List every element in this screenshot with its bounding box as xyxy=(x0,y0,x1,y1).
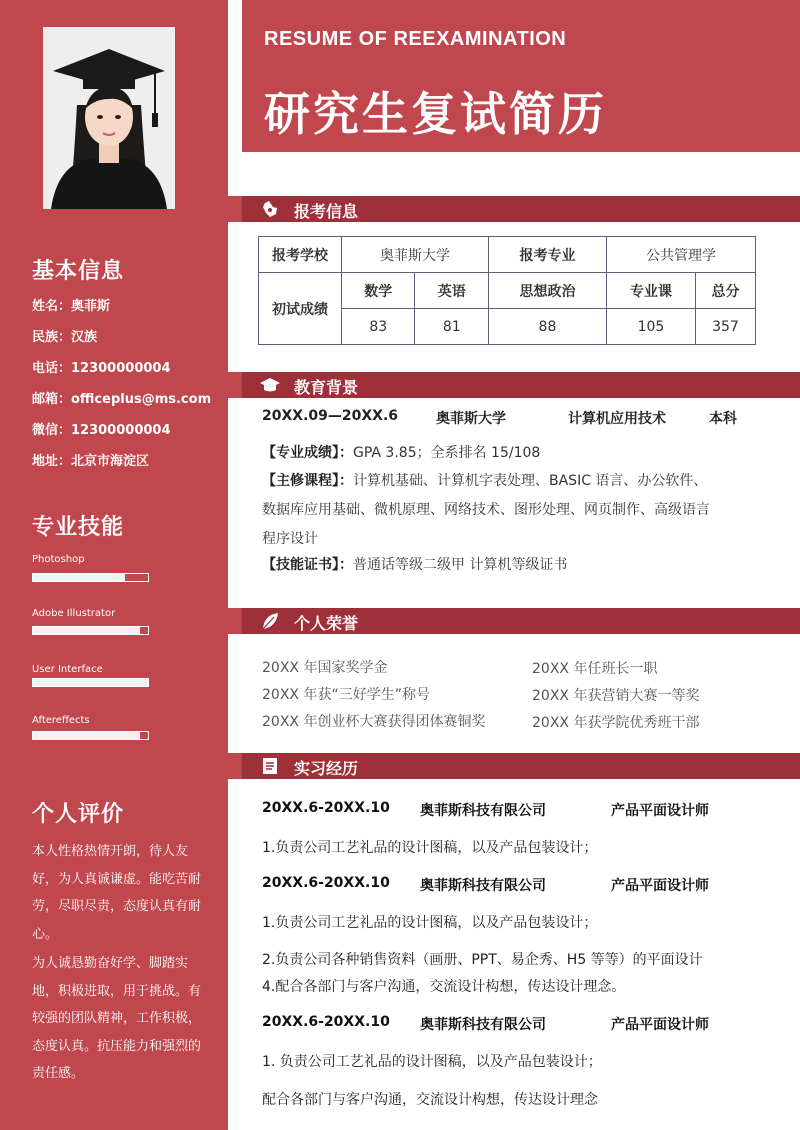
skill-label: Adobe Illustrator xyxy=(32,608,116,619)
intern-company: 奥菲斯科技有限公司 xyxy=(420,803,546,819)
exam-info-table xyxy=(258,236,756,345)
edu-certs xyxy=(262,551,752,580)
score-politics: 88 xyxy=(488,309,606,345)
skill-label: Photoshop xyxy=(32,554,85,565)
skill-bar-fill xyxy=(33,679,148,686)
edu-school: 奥菲斯大学 xyxy=(436,411,506,427)
info-phone: 电话：12300000004 xyxy=(32,361,171,376)
intern-company: 奥菲斯科技有限公司 xyxy=(420,1017,546,1033)
course-line-1: 计算机基础、计算机字表处理、BASIC 语言、办公软件、 xyxy=(353,473,708,489)
intern-duty: 配合各部门与客户沟通，交流设计构想，传达设计理念 xyxy=(262,1092,598,1108)
section-bar-education xyxy=(228,372,800,398)
course-line-2: 数据库应用基础、微机原理、网络技术、图形处理、网页制作、高级语言 xyxy=(262,502,710,518)
cert-label: 【技能证书】： xyxy=(262,557,353,573)
score-math: 83 xyxy=(342,309,415,345)
edu-degree: 本科 xyxy=(709,411,737,427)
intern-period: 20XX.6-20XX.10 xyxy=(262,1014,390,1030)
honor-item: 20XX 年获“三好学生”称号 xyxy=(262,687,430,703)
major-label: 报考专业 xyxy=(488,237,606,273)
skill-label: Aftereffects xyxy=(32,715,90,726)
skill-label: User Interface xyxy=(32,664,103,675)
skill-bar xyxy=(32,678,149,687)
honor-item: 20XX 年获营销大赛一等奖 xyxy=(532,688,700,704)
grade-label: 【专业成绩】： xyxy=(262,445,353,461)
skill-bar-fill xyxy=(33,574,125,581)
skills-heading: 专业技能 xyxy=(32,515,125,540)
intern-duty: 1. 负责公司工艺礼品的设计图稿，以及产品包装设计； xyxy=(262,1054,602,1070)
intern-role: 产品平面设计师 xyxy=(611,878,709,894)
info-name: 姓名：奥菲斯 xyxy=(32,299,111,314)
section-title-internship: 实习经历 xyxy=(294,759,359,778)
intern-role: 产品平面设计师 xyxy=(611,803,709,819)
subject-math: 数学 xyxy=(342,273,415,309)
score-label: 初试成绩 xyxy=(259,273,342,345)
skill-bar xyxy=(32,731,149,740)
score-total: 357 xyxy=(695,309,755,345)
subject-major: 专业课 xyxy=(606,273,695,309)
intern-duty: 2.负责公司各种销售资料（画册、PPT、易企秀、H5 等等）的平面设计 xyxy=(262,952,703,968)
intern-company: 奥菲斯科技有限公司 xyxy=(420,878,546,894)
document-icon xyxy=(260,756,280,776)
skill-bar xyxy=(32,573,149,582)
info-ethnicity: 民族：汉族 xyxy=(32,330,98,345)
skill-bar-fill xyxy=(33,627,140,634)
section-title-apply: 报考信息 xyxy=(294,202,359,221)
self-eval-text-1: 本人性格热情开朗，待人友好，为人真诚谦虚。能吃苦耐劳，尽职尽责，态度认真有耐心。 xyxy=(32,844,202,942)
info-address: 地址：北京市海淀区 xyxy=(32,454,150,469)
edu-major: 计算机应用技术 xyxy=(568,411,666,427)
profile-photo xyxy=(43,27,175,209)
edu-grade xyxy=(262,439,752,468)
skill-bar-fill xyxy=(33,732,140,739)
info-wechat: 微信：12300000004 xyxy=(32,423,171,438)
subject-english: 英语 xyxy=(415,273,488,309)
course-line-3: 程序设计 xyxy=(262,531,318,547)
subject-politics: 思想政治 xyxy=(488,273,606,309)
intern-duty: 4.配合各部门与客户沟通，交流设计构想，传达设计理念。 xyxy=(262,979,626,995)
edu-courses xyxy=(262,467,752,554)
intern-role: 产品平面设计师 xyxy=(611,1017,709,1033)
honor-item: 20XX 年任班长一职 xyxy=(532,661,658,677)
intern-duty: 1.负责公司工艺礼品的设计图稿，以及产品包装设计； xyxy=(262,915,598,931)
graduation-cap-icon xyxy=(260,375,280,395)
cert-value: 普通话等级二级甲 计算机等级证书 xyxy=(353,557,568,573)
self-eval-text-2: 为人诚恳勤奋好学、脚踏实地，积极进取，用于挑战。有较强的团队精神，工作积极，态度认真。抗压能力和强烈的责任感。 xyxy=(32,956,202,1081)
basic-info-heading: 基本信息 xyxy=(32,259,125,284)
intern-duty: 1.负责公司工艺礼品的设计图稿，以及产品包装设计； xyxy=(262,840,598,856)
grade-value: GPA 3.85；全系排名 15/108 xyxy=(353,445,541,461)
hand-icon xyxy=(260,199,280,219)
section-title-education: 教育背景 xyxy=(294,378,359,397)
honor-item: 20XX 年创业杯大赛获得团体赛铜奖 xyxy=(262,714,486,730)
school-label: 报考学校 xyxy=(259,237,342,273)
score-major: 105 xyxy=(606,309,695,345)
subject-total: 总分 xyxy=(695,273,755,309)
leaf-icon xyxy=(260,611,280,631)
section-title-honors: 个人荣誉 xyxy=(294,614,359,633)
score-english: 81 xyxy=(415,309,488,345)
edu-period: 20XX.09—20XX.6 xyxy=(262,408,399,424)
section-bar-honors xyxy=(228,608,800,634)
major-value: 公共管理学 xyxy=(606,237,755,273)
resume-title: 研究生复试简历 xyxy=(264,87,607,141)
info-email: 邮箱：officeplus@ms.com xyxy=(32,392,212,407)
section-bar-internship xyxy=(228,753,800,779)
honor-item: 20XX 年国家奖学金 xyxy=(262,660,388,676)
intern-period: 20XX.6-20XX.10 xyxy=(262,875,390,891)
skill-bar xyxy=(32,626,149,635)
intern-period: 20XX.6-20XX.10 xyxy=(262,800,390,816)
resume-subtitle: RESUME OF REEXAMINATION xyxy=(264,28,567,50)
course-label: 【主修课程】： xyxy=(262,473,353,489)
honor-item: 20XX 年获学院优秀班干部 xyxy=(532,715,700,731)
school-value: 奥菲斯大学 xyxy=(342,237,489,273)
section-bar-apply xyxy=(228,196,800,222)
self-eval-heading: 个人评价 xyxy=(32,802,125,827)
